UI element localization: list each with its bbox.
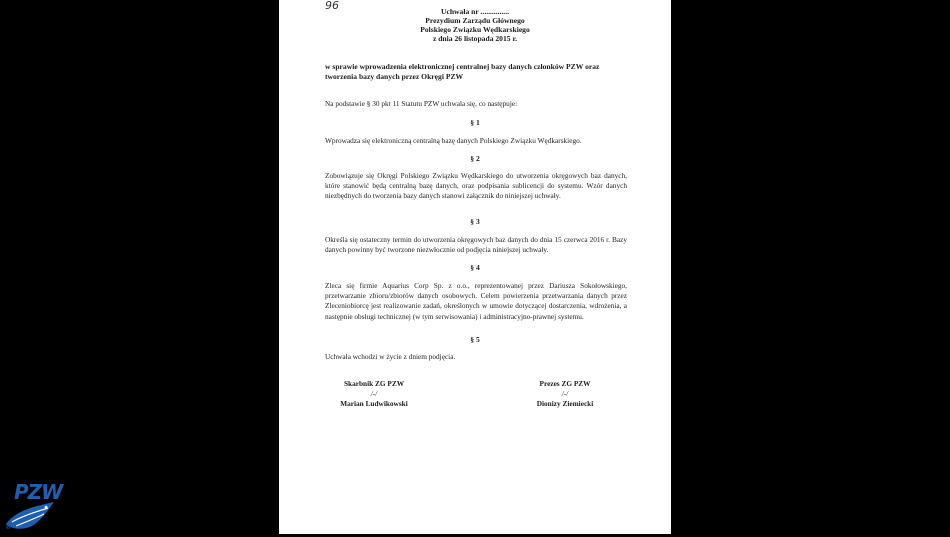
section-1-text: Wprowadza się elektroniczną centralną bazę danych Polskiego Związku Wędkarskiego. <box>325 136 582 145</box>
section-5-mark: § 5 <box>470 335 480 344</box>
signature-treasurer-mark: /-/ <box>370 390 378 398</box>
section-1-mark: § 1 <box>470 118 480 127</box>
document-page <box>279 0 671 534</box>
legal-basis-paragraph: Na podstawie § 30 pkt 11 Statutu PZW uchwala się, co następuje: <box>325 99 518 108</box>
handwritten-resolution-number: 96 <box>325 0 339 12</box>
resolution-subject: w sprawie wprowadzenia elektronicznej centralnej bazy danych członków PZW oraz tworzenia bazy danych przez Okręgi PZW <box>325 62 600 81</box>
pzw-logo <box>2 480 63 532</box>
registered-mark: ® <box>5 523 12 531</box>
resolution-dots: ............... <box>480 7 509 16</box>
association-line: Polskiego Związku Wędkarskiego <box>420 25 530 34</box>
section-3-mark: § 3 <box>470 217 480 226</box>
resolution-label: Uchwała nr <box>440 7 479 16</box>
section-4-mark: § 4 <box>470 263 480 272</box>
section-2-text: Zobowiązuje się Okręgi Polskiego Związku Wędkarskiego do utworzenia okręgowych baz danych, które stanowić będą centralną bazę danych, oraz podpisania sublicencji do systemu. Wzór danych niezbędnych do tworzenia bazy danych stanowi załącznik do niniejszej uchwały. <box>325 171 627 201</box>
issuer-line: Prezydium Zarządu Głównego <box>425 16 525 25</box>
date-line: z dnia 26 listopada 2015 r. <box>432 34 518 43</box>
signature-president-role: Prezes ZG PZW <box>539 379 591 388</box>
logo-letters: PZW <box>14 480 63 504</box>
resolution-header <box>279 0 671 43</box>
section-2-mark: § 2 <box>470 154 480 163</box>
signature-president <box>510 379 620 409</box>
signature-treasurer-name: Marian Ludwikowski <box>340 399 408 408</box>
signature-president-name: Dionizy Ziemiecki <box>536 399 594 408</box>
section-4-text: Zleca się firmie Aquarius Corp Sp. z o.o., reprezentowanej przez Dariusza Sokołowskiego, przetwarzanie zbioru/zbiorów danych osobowych. Celem powierzenia przetwarzania danych przez Zleceniobiorcę jest realizowanie zadań, określonych w umowie dotyczącej dostarczenia, wdrożenia, a następnie obsługi technicznej (w tym serwisowania) i administracyjno-prawnej systemu. <box>325 281 627 321</box>
signature-treasurer-role: Skarbnik ZG PZW <box>343 379 405 388</box>
resolution-number-line <box>279 0 671 16</box>
signature-treasurer <box>319 379 429 409</box>
section-5-text: Uchwała wchodzi w życie z dniem podjęcia. <box>325 352 456 361</box>
section-3-text: Określa się ostateczny termin do utworzenia okręgowych baz danych do dnia 15 czerwca 2016 r. Bazy danych powinny być tworzone niezwłocznie od podjęcia niniejszej uchwały. <box>325 235 627 255</box>
signature-president-mark: /-/ <box>561 390 569 398</box>
